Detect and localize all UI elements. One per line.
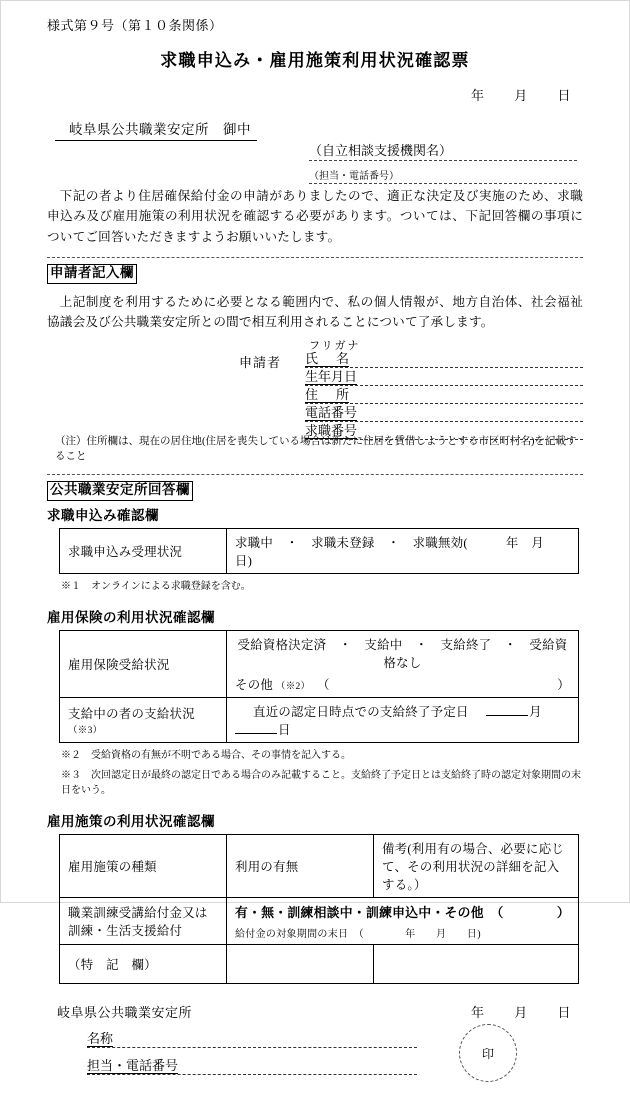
intro-paragraph: 下記の者より住居確保給付金の申請がありましたので、適正な決定及び実施のため、求職申込み及び雇用施策の利用状況を確認する必要があります。ついては、下記回答欄の事項についてご回答いただきますようお願いいたします。 [47,189,583,244]
policy-col-type: 雇用施策の種類 [60,835,227,898]
footer-field-name-label: 名称 [87,1031,114,1047]
field-phone[interactable] [305,405,583,422]
insurance-other-line[interactable] [235,675,570,693]
table-row [60,698,579,743]
seal-label: 印 [481,1046,494,1061]
table-header-row [60,835,579,898]
table-jobseek [59,528,579,574]
header-date-month: 月 [514,88,528,103]
policy-row1-options[interactable]: 有・無・訓練相談中・訓練申込中・その他 （ [235,906,504,921]
table-row [60,898,579,945]
policy-col-remarks: 備考(利用有の場合、必要に応じて、その利用状況の詳細を記入する。） [374,835,579,898]
insurance-payment-month-unit: 月 [529,705,542,720]
agency-contact-field[interactable]: （担当・電話番号） [309,167,577,184]
insurance-footnote-2: ※２ 受給資格の有無が不明である場合、その事情を記入する。 [61,750,351,762]
applicant-field-list [305,351,583,441]
table-insurance [59,630,579,743]
jobseek-footnote: ※１ オンラインによる求職登録を含む。 [61,581,251,593]
insurance-status-value[interactable] [227,631,579,698]
field-jobseeker-number-label: 求職番号 [305,423,358,439]
header-date-year: 年 [470,88,485,103]
policy-row1-options-line[interactable] [235,902,570,921]
policy-row2-label: （特 記 欄） [60,945,227,984]
applicant-fields-block [47,337,583,439]
policy-col-used: 利用の有無 [227,835,374,898]
header-date-line [47,85,571,104]
insurance-status-label: 雇用保険受給状況 [60,631,227,698]
section-heading-hw-answer: 公共職業安定所回答欄 [47,481,193,501]
footer-date-month: 月 [514,1005,528,1021]
addressee: 岐阜県公共職業安定所 御中 [55,118,257,141]
insurance-other-label: その他 [235,678,274,693]
field-name[interactable] [305,351,583,368]
insurance-options-line[interactable]: 受給資格決定済 ・ 支給中 ・ 支給終了 ・ 受給資格なし [237,638,568,671]
section-heading-applicant: 申請者記入欄 [47,264,137,284]
agency-block [309,140,577,184]
footer-field-list [87,1028,417,1082]
field-address-label: 住 所 [305,387,349,403]
insurance-payment-month-input[interactable] [486,715,528,716]
footer-field-contact-label: 担当・電話番号 [87,1058,179,1074]
addressee-row [47,118,583,182]
insurance-payment-footnote-mark: （※3） [68,725,103,736]
footer-block [47,1002,583,1094]
document-body [47,15,583,1094]
footer-date-year: 年 [470,1005,485,1021]
insurance-payment-day-unit: 日 [278,723,291,738]
applicant-consent-paragraph: 上記制度を利用するために必要となる範囲内で、私の個人情報が、地方自治体、社会福祉協議会及び公共職業安定所との間で相互利用されることについて了承します。 [47,295,583,330]
field-address[interactable] [305,387,583,404]
seal-stamp-placeholder[interactable] [459,1024,517,1082]
form-number: 様式第９号（第１０条関係） [47,18,223,33]
page-title: 求職申込み・雇用施策利用状況確認票 [160,51,470,70]
policy-row1-label [60,898,227,945]
policy-row1-subnote[interactable]: 給付金の対象期間の末日 （ 年 月 日) [235,929,481,941]
insurance-payment-label [60,698,227,743]
footer-field-name[interactable] [87,1028,417,1048]
separator-dashed-2 [47,474,583,475]
subsection-heading-insurance: 雇用保険の利用状況確認欄 [47,610,215,626]
insurance-other-footnote-mark: （※2） [275,682,311,693]
table-policy [59,834,579,984]
subsection-heading-jobseek: 求職申込み確認欄 [47,508,159,524]
field-name-label: 氏 名 [305,351,349,367]
subsection-heading-policy: 雇用施策の利用状況確認欄 [47,814,215,830]
footer-date-line [445,1002,571,1021]
header-date-day: 日 [557,88,571,103]
field-birthdate-label: 生年月日 [305,369,358,385]
field-phone-label: 電話番号 [305,405,358,421]
separator-dashed-1 [47,257,583,258]
field-birthdate[interactable] [305,369,583,386]
footer-date-day: 日 [557,1005,571,1021]
policy-row1-label-line2: 訓練・生活支援給付 [68,924,183,939]
insurance-footnote-3: ※３ 次回認定日が最終の認定日である場合のみ記載すること。支給終了予定日とは支給終了時の認定対象期間の末日をいう。 [61,770,581,797]
footer-field-contact[interactable] [87,1055,417,1075]
table-row [60,945,579,984]
jobseek-row-value[interactable]: 求職中 ・ 求職未登録 ・ 求職無効( 年 月 日) [227,529,579,574]
table-row [60,529,579,574]
policy-row1-options-close: ） [556,906,570,921]
field-jobseeker-number[interactable] [305,423,583,440]
footer-office-name: 岐阜県公共職業安定所 [57,1005,193,1021]
policy-row1-value[interactable] [227,898,579,945]
insurance-payment-label-text: 支給中の者の支給状況 [68,706,195,721]
policy-row2-remarks[interactable] [374,945,579,984]
insurance-other-paren-open: （ [317,678,330,693]
applicant-note: （注）住所欄は、現在の居住地(住居を喪失している場合は新たに住居を賃借しようとする市区町村名)を記載すること [55,435,577,462]
agency-name-field[interactable]: （自立相談支援機関名） [309,140,577,161]
applicant-label: 申請者 [239,354,282,370]
insurance-payment-day-input[interactable] [235,733,277,734]
furigana-label: フリガナ [309,339,361,352]
insurance-payment-text: 直近の認定日時点での支給終了予定日 [253,705,469,720]
policy-row2-used[interactable] [227,945,374,984]
jobseek-row-label: 求職申込み受理状況 [60,529,227,574]
policy-row1-label-line1: 職業訓練受講給付金又は [68,906,208,921]
insurance-payment-value[interactable] [227,698,579,743]
insurance-other-paren-close: ） [557,678,570,693]
table-row [60,631,579,698]
